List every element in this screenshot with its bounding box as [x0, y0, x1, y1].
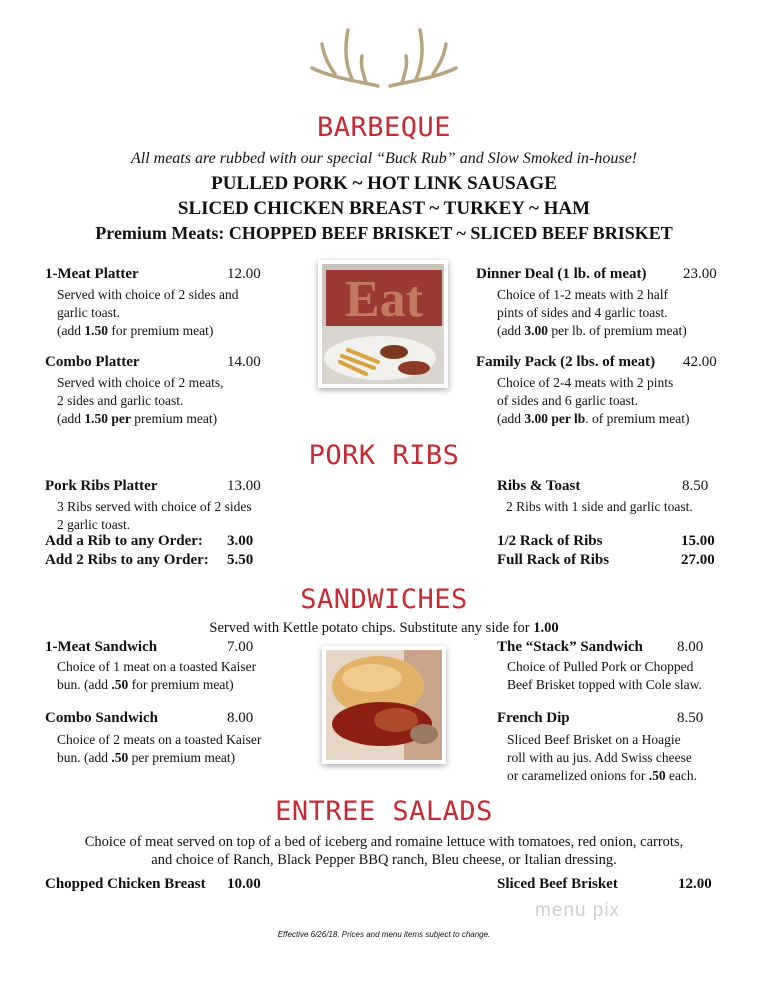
- item-price: 12.00: [227, 266, 261, 282]
- salad-brisket-label: Sliced Beef Brisket: [497, 876, 618, 892]
- item-name: Combo Sandwich: [45, 710, 158, 726]
- item-desc: (add 3.00 per lb. of premium meat): [497, 323, 687, 338]
- item-desc: Choice of 1 meat on a toasted Kaiser: [57, 659, 257, 674]
- item-name: Dinner Deal (1 lb. of meat): [476, 266, 647, 282]
- item-desc: Sliced Beef Brisket on a Hoagie: [507, 732, 681, 747]
- add-2-ribs-price: 5.50: [227, 552, 254, 568]
- item-name: Pork Ribs Platter: [45, 478, 158, 494]
- item-price: 8.00: [227, 710, 254, 726]
- item-name: Ribs & Toast: [497, 478, 581, 494]
- item-desc: pints of sides and 4 garlic toast.: [497, 305, 668, 320]
- item-price: 13.00: [227, 478, 261, 494]
- item-desc: (add 1.50 per premium meat): [57, 411, 218, 426]
- item-desc: roll with au jus. Add Swiss cheese: [507, 750, 692, 765]
- salad-brisket-price: 12.00: [678, 876, 712, 892]
- item-desc: of sides and 6 garlic toast.: [497, 393, 638, 408]
- sandwiches-title: SANDWICHES: [300, 584, 468, 615]
- item-price: 42.00: [683, 354, 717, 370]
- bbq-title: BARBEQUE: [316, 112, 452, 143]
- item-desc: or caramelized onions for .50 each.: [507, 768, 698, 783]
- bbq-photo: [318, 260, 448, 388]
- item-desc: 2 Ribs with 1 side and garlic toast.: [506, 499, 693, 514]
- item-desc: Choice of 2 meats on a toasted Kaiser: [57, 732, 262, 747]
- item-desc: (add 3.00 per lb. of premium meat): [497, 411, 690, 426]
- half-rack-price: 15.00: [681, 533, 715, 549]
- item-desc: 2 sides and garlic toast.: [57, 393, 184, 408]
- half-rack-label: 1/2 Rack of Ribs: [497, 533, 603, 549]
- salads-desc-line2: and choice of Ranch, Black Pepper BBQ ranch, Bleu cheese, or Italian dressing.: [151, 852, 617, 868]
- sandwich-image: [326, 650, 442, 760]
- item-desc: bun. (add .50 for premium meat): [57, 677, 234, 692]
- ribs-title: PORK RIBS: [308, 440, 460, 471]
- item-desc: Served with choice of 2 sides and: [57, 287, 239, 302]
- bbq-meats-line2: SLICED CHICKEN BREAST ~ TURKEY ~ HAM: [177, 198, 591, 219]
- add-2-ribs-label: Add 2 Ribs to any Order:: [45, 552, 209, 568]
- add-rib-price: 3.00: [227, 533, 254, 549]
- item-name: 1-Meat Platter: [45, 266, 139, 282]
- item-name: The “Stack” Sandwich: [497, 639, 643, 655]
- bbq-plate-image: [322, 264, 444, 384]
- full-rack-label: Full Rack of Ribs: [497, 552, 610, 568]
- item-desc: garlic toast.: [57, 305, 120, 320]
- item-desc: Choice of Pulled Pork or Chopped: [507, 659, 694, 674]
- item-desc: bun. (add .50 per premium meat): [57, 750, 236, 765]
- item-price: 8.50: [677, 710, 704, 726]
- salads-desc-line1: Choice of meat served on top of a bed of iceberg and romaine lettuce with tomatoes, red onion, carrots,: [84, 834, 684, 850]
- salads-title: ENTREE SALADS: [275, 796, 493, 827]
- salad-chicken-label: Chopped Chicken Breast: [45, 876, 206, 892]
- item-name: Combo Platter: [45, 354, 140, 370]
- premium-items: CHOPPED BEEF BRISKET ~ SLICED BEEF BRISKET: [228, 223, 673, 243]
- item-desc: 2 garlic toast.: [57, 517, 131, 532]
- effective-footnote: Effective 6/26/18. Prices and menu items subject to change.: [277, 930, 491, 939]
- item-price: 7.00: [227, 639, 254, 655]
- item-desc: Choice of 2-4 meats with 2 pints: [497, 375, 674, 390]
- bbq-subtitle: All meats are rubbed with our special “Buck Rub” and Slow Smoked in-house!: [130, 150, 637, 167]
- item-name: 1-Meat Sandwich: [45, 639, 158, 655]
- item-desc: 3 Ribs served with choice of 2 sides: [57, 499, 252, 514]
- menupix-watermark: menu pix: [535, 900, 621, 921]
- sandwich-photo: [322, 646, 446, 764]
- item-price: 8.50: [682, 478, 709, 494]
- item-price: 23.00: [683, 266, 717, 282]
- item-price: 14.00: [227, 354, 261, 370]
- salad-chicken-price: 10.00: [227, 876, 261, 892]
- bbq-meats-line1: PULLED PORK ~ HOT LINK SAUSAGE: [211, 173, 557, 194]
- antlers-logo: [302, 20, 466, 90]
- item-name: French Dip: [497, 710, 570, 726]
- item-desc: (add 1.50 for premium meat): [57, 323, 214, 338]
- premium-label: Premium Meats:: [95, 223, 225, 243]
- add-rib-label: Add a Rib to any Order:: [45, 533, 203, 549]
- item-name: Family Pack (2 lbs. of meat): [476, 354, 656, 370]
- item-desc: Served with choice of 2 meats,: [57, 375, 224, 390]
- full-rack-price: 27.00: [681, 552, 715, 568]
- sandwiches-subtitle: Served with Kettle potato chips. Substitute any side for 1.00: [209, 620, 559, 636]
- item-price: 8.00: [677, 639, 704, 655]
- item-desc: Choice of 1-2 meats with 2 half: [497, 287, 668, 302]
- bbq-premium-line: [0, 223, 768, 244]
- item-desc: Beef Brisket topped with Cole slaw.: [507, 677, 702, 692]
- eat-sign: Eat: [345, 271, 423, 328]
